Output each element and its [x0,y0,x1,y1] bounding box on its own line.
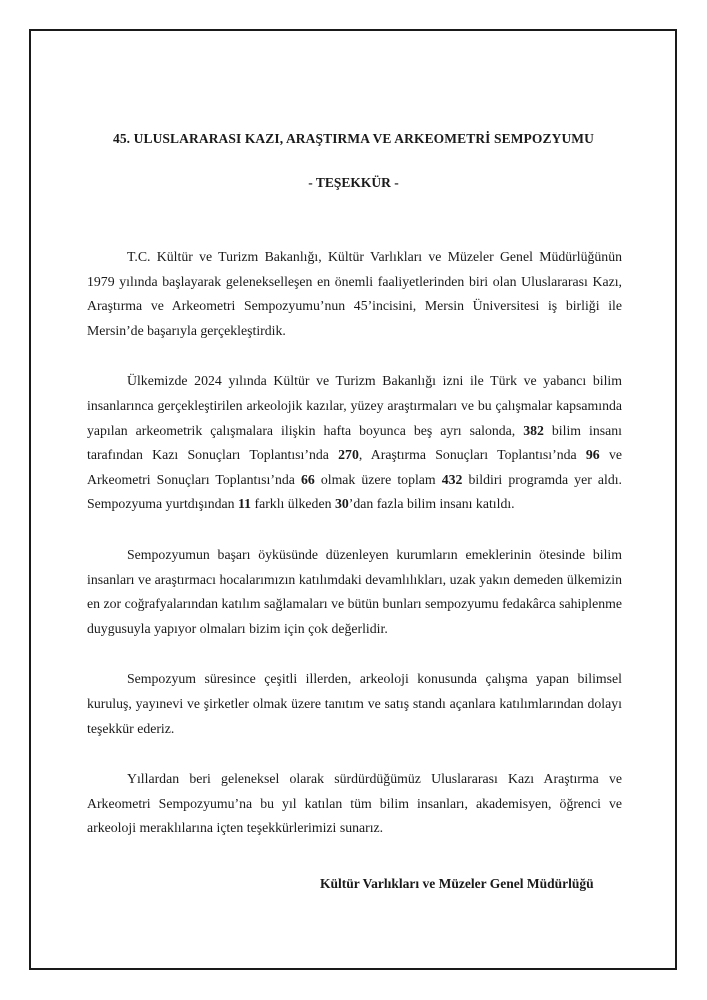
scientist-count: 382 [523,422,544,438]
foreign-scientists-count: 30 [334,496,349,512]
statistics-text: olmak üzere toplam [314,471,442,487]
statistics-text: bilim insanı tarafından Kazı Sonuçları Toplantısı’nda [87,422,622,463]
statistics-text: Ülkemizde 2024 yılında Kültür ve Turizm Bakanlığı izni ile Türk ve yabancı bilim insanlarınca gerçekleştirilen arkeolojik kazılar, yüzey araştırmaları ve bu çalışmalar kapsamında yapılan arkeometrik çalışmalara ilişkin hafta boyunca beş ayrı salonda, [87,373,622,438]
archaeometry-papers-count: 66 [300,471,315,487]
statistics-text: farklı ülkeden [251,496,335,512]
excavation-papers-count: 270 [338,447,359,463]
paragraph-exhibitors: Sempozyum süresince çeşitli illerden, arkeoloji konusunda çalışma yapan bilimsel kuruluş, yayınevi ve şirketler olmak üzere tanıtım ve satış standı açanlara katılımlarından dolayı teşekkür ederiz. [87,671,622,736]
signature: Kültür Varlıkları ve Müzeler Genel Müdürlüğü [320,876,594,891]
paragraph-statistics [87,369,622,517]
statistics-text: ’dan fazla bilim insanı katıldı. [348,496,515,512]
paragraph-closing: Yıllardan beri geleneksel olarak sürdürdüğümüz Uluslararası Kazı Araştırma ve Arkeometri Sempozyumu’na bu yıl katılan tüm bilim insanları, akademisyen, öğrenci ve arkeoloji meraklılarına içten teşekkürlerimizi sunarız. [87,771,622,836]
document-subtitle: - TEŞEKKÜR - [308,175,399,190]
statistics-text: , Araştırma Sonuçları Toplantısı’nda [358,447,586,463]
paragraph-intro: T.C. Kültür ve Turizm Bakanlığı, Kültür Varlıkları ve Müzeler Genel Müdürlüğünün 1979 yılında başlayarak gelenekselleşen en önemli faaliyetlerinden biri olan Uluslararası Kazı, Araştırma ve Arkeometri Sempozyumu’nun 45’incisini, Mersin Üniversitesi iş birliği ile Mersin’de başarıyla gerçekleştirdik. [87,249,622,338]
research-papers-count: 96 [585,447,600,463]
statistics-text: bildiri programda yer aldı. Sempozyuma yurtdışından [87,471,623,512]
document-title: 45. ULUSLARARASI KAZI, ARAŞTIRMA VE ARKEOMETRİ SEMPOZYUMU [112,131,594,146]
statistics-text: ve Arkeometri Sonuçları Toplantısı’nda [87,447,622,487]
paragraph-success: Sempozyumun başarı öyküsünde düzenleyen kurumların emeklerinin ötesinde bilim insanları ve araştırmacı hocalarımızın katılımdaki devamlılıkları, uzak yakın demeden ülkemizin en zor coğrafyalarından katılım sağlamaları ve bütün bunları sempozyumu fedakârca sahiplenme duygusuyla yapıyor olmaları bizim için çok değerlidir. [87,546,622,636]
countries-count: 11 [237,496,252,512]
total-papers-count: 432 [441,471,463,487]
document-body [87,245,622,841]
